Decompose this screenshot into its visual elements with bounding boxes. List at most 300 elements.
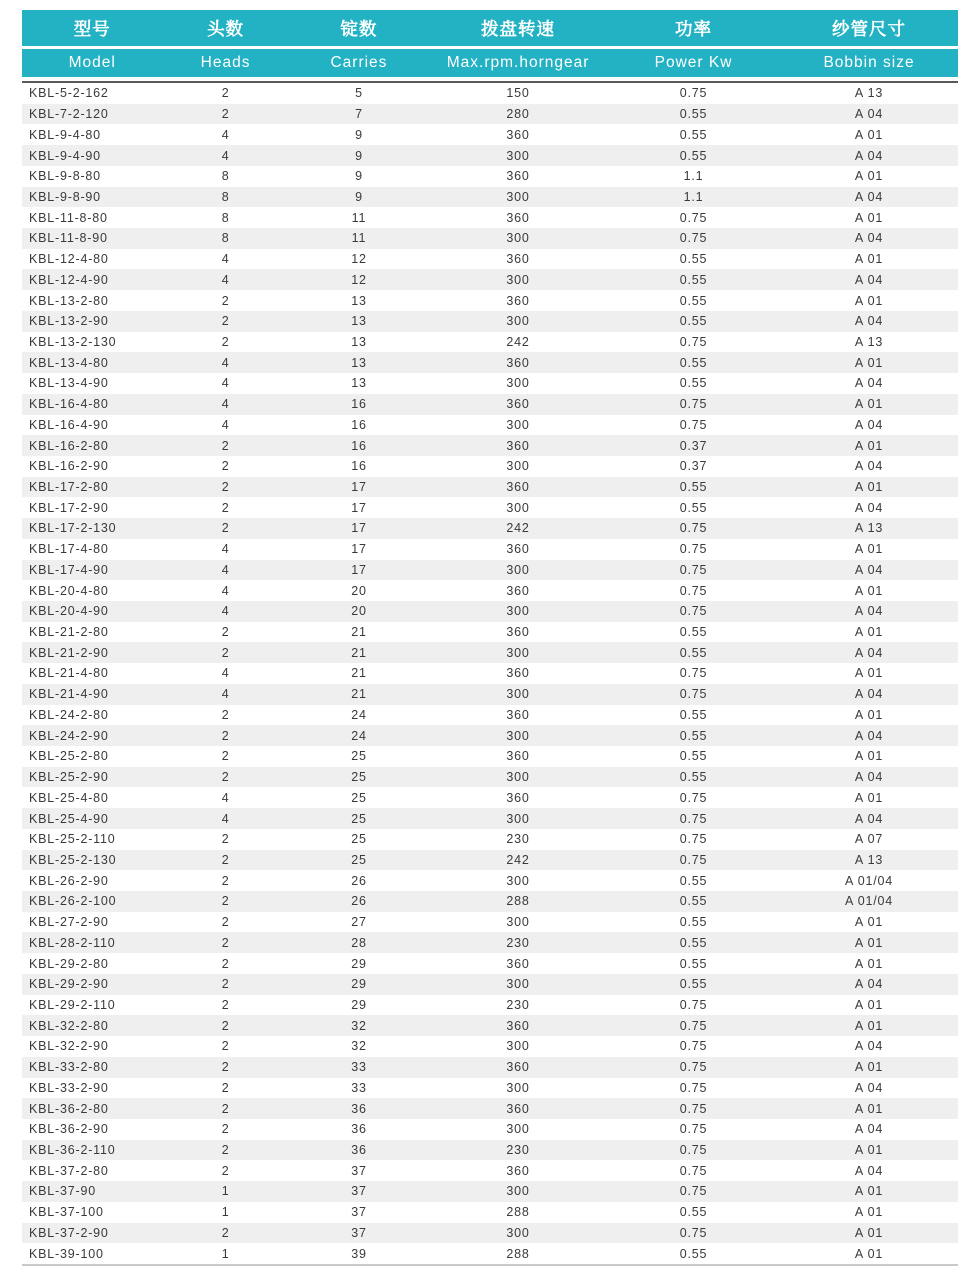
cell-carries: 21 [351, 666, 367, 681]
cell-model: KBL-13-4-80 [29, 355, 109, 370]
cell-rpm: 360 [506, 707, 530, 722]
cell-carries: 32 [351, 1039, 367, 1054]
cell-bobbin: A 01 [854, 210, 884, 225]
cell-carries: 25 [351, 790, 367, 805]
cell-bobbin: A 01 [854, 915, 884, 930]
cell-bobbin: A 04 [854, 1080, 884, 1095]
cell-heads: 2 [221, 293, 230, 308]
cell-model: KBL-33-2-90 [29, 1080, 109, 1095]
cell-carries: 29 [351, 956, 367, 971]
column-header-heads-en: Heads [200, 54, 251, 71]
cell-rpm: 300 [506, 148, 530, 163]
cell-power: 0.55 [679, 376, 708, 391]
cell-bobbin: A 04 [854, 272, 884, 287]
column-header-power-zh: 功率 [675, 18, 713, 39]
cell-carries: 17 [351, 480, 367, 495]
cell-heads: 2 [221, 1225, 230, 1240]
table-row [22, 622, 958, 643]
cell-rpm: 300 [506, 459, 530, 474]
cell-heads: 2 [221, 873, 230, 888]
cell-carries: 13 [351, 293, 367, 308]
cell-bobbin: A 13 [854, 334, 884, 349]
cell-carries: 29 [351, 977, 367, 992]
cell-rpm: 242 [506, 334, 530, 349]
table-row [22, 746, 958, 767]
table-row [22, 332, 958, 353]
cell-power: 0.75 [679, 811, 708, 826]
cell-heads: 2 [221, 500, 230, 515]
cell-heads: 2 [221, 459, 230, 474]
cell-bobbin: A 01 [854, 790, 884, 805]
cell-carries: 7 [355, 107, 363, 122]
cell-power: 0.55 [679, 252, 708, 267]
cell-rpm: 360 [506, 583, 530, 598]
table-row [22, 912, 958, 933]
cell-carries: 13 [351, 376, 367, 391]
cell-carries: 27 [351, 915, 367, 930]
cell-carries: 13 [351, 334, 367, 349]
cell-power: 1.1 [683, 169, 704, 184]
cell-power: 0.55 [679, 1205, 708, 1220]
table-row [22, 207, 958, 228]
cell-rpm: 300 [506, 770, 530, 785]
table-row [22, 249, 958, 270]
cell-power: 0.75 [679, 1101, 708, 1116]
cell-bobbin: A 01 [854, 1143, 884, 1158]
cell-power: 0.75 [679, 790, 708, 805]
cell-carries: 26 [351, 894, 367, 909]
cell-bobbin: A 04 [854, 189, 884, 204]
cell-bobbin: A 01 [854, 355, 884, 370]
cell-model: KBL-28-2-110 [29, 935, 116, 950]
table-row [22, 974, 958, 995]
cell-rpm: 300 [506, 231, 530, 246]
cell-heads: 4 [221, 272, 230, 287]
cell-carries: 37 [351, 1225, 367, 1240]
cell-model: KBL-20-4-80 [29, 583, 109, 598]
cell-bobbin: A 01 [854, 252, 884, 267]
cell-carries: 13 [351, 314, 367, 329]
cell-bobbin: A 04 [854, 977, 884, 992]
cell-bobbin: A 04 [854, 1039, 884, 1054]
cell-heads: 4 [221, 355, 230, 370]
cell-rpm: 288 [506, 1246, 530, 1261]
cell-model: KBL-25-2-110 [29, 832, 116, 847]
table-row [22, 145, 958, 166]
cell-carries: 17 [351, 500, 367, 515]
cell-heads: 4 [221, 397, 230, 412]
cell-bobbin: A 01 [854, 666, 884, 681]
cell-rpm: 360 [506, 127, 530, 142]
table-row [22, 601, 958, 622]
cell-model: KBL-17-2-90 [29, 500, 109, 515]
cell-bobbin: A 01 [854, 1018, 884, 1033]
cell-bobbin: A 04 [854, 562, 884, 577]
cell-rpm: 288 [506, 894, 530, 909]
cell-model: KBL-29-2-80 [29, 956, 109, 971]
table-row [22, 394, 958, 415]
cell-rpm: 230 [506, 935, 530, 950]
cell-rpm: 150 [506, 86, 530, 101]
cell-model: KBL-26-2-90 [29, 873, 109, 888]
table-row [22, 808, 958, 829]
cell-rpm: 360 [506, 293, 530, 308]
cell-heads: 2 [221, 728, 230, 743]
cell-heads: 2 [221, 1018, 230, 1033]
cell-bobbin: A 01 [854, 997, 884, 1012]
cell-model: KBL-16-2-80 [29, 438, 109, 453]
table-row [22, 104, 958, 125]
cell-bobbin: A 04 [854, 770, 884, 785]
cell-heads: 2 [221, 852, 230, 867]
cell-rpm: 360 [506, 169, 530, 184]
cell-heads: 2 [221, 86, 230, 101]
cell-rpm: 280 [506, 107, 530, 122]
cell-model: KBL-16-2-90 [29, 459, 109, 474]
table-row [22, 953, 958, 974]
cell-model: KBL-21-2-80 [29, 625, 109, 640]
cell-power: 0.55 [679, 749, 708, 764]
cell-model: KBL-21-4-80 [29, 666, 109, 681]
cell-heads: 8 [221, 210, 230, 225]
cell-rpm: 360 [506, 210, 530, 225]
column-header-rpm-en: Max.rpm.horngear [446, 54, 590, 71]
cell-power: 0.75 [679, 583, 708, 598]
cell-power: 0.75 [679, 1122, 708, 1137]
cell-model: KBL-5-2-162 [29, 86, 109, 101]
table-row [22, 83, 958, 104]
cell-heads: 4 [221, 604, 230, 619]
cell-carries: 39 [351, 1246, 367, 1261]
column-header-heads-zh: 头数 [207, 18, 245, 39]
table-row [22, 725, 958, 746]
cell-heads: 4 [221, 376, 230, 391]
cell-heads: 2 [221, 1163, 230, 1178]
cell-bobbin: A 01 [854, 707, 884, 722]
cell-bobbin: A 01 [854, 956, 884, 971]
cell-model: KBL-24-2-90 [29, 728, 109, 743]
cell-model: KBL-36-2-90 [29, 1122, 109, 1137]
cell-heads: 2 [221, 1060, 230, 1075]
cell-carries: 21 [351, 645, 367, 660]
table-row [22, 1181, 958, 1202]
cell-heads: 2 [221, 1143, 230, 1158]
cell-power: 0.55 [679, 480, 708, 495]
cell-model: KBL-37-2-80 [29, 1163, 109, 1178]
cell-heads: 2 [221, 997, 230, 1012]
cell-power: 0.55 [679, 272, 708, 287]
cell-heads: 8 [221, 189, 230, 204]
table-row [22, 1160, 958, 1181]
cell-carries: 24 [351, 728, 367, 743]
cell-bobbin: A 13 [854, 86, 884, 101]
table-row [22, 663, 958, 684]
cell-carries: 13 [351, 355, 367, 370]
cell-carries: 20 [351, 604, 367, 619]
cell-carries: 16 [351, 397, 367, 412]
table-row [22, 829, 958, 850]
cell-carries: 37 [351, 1184, 367, 1199]
cell-power: 0.37 [679, 438, 708, 453]
table-row [22, 767, 958, 788]
cell-heads: 2 [221, 832, 230, 847]
cell-heads: 2 [221, 977, 230, 992]
cell-rpm: 300 [506, 1122, 530, 1137]
cell-rpm: 230 [506, 832, 530, 847]
table-row [22, 560, 958, 581]
cell-carries: 17 [351, 542, 367, 557]
cell-bobbin: A 04 [854, 107, 884, 122]
cell-power: 0.75 [679, 666, 708, 681]
cell-rpm: 300 [506, 977, 530, 992]
cell-carries: 24 [351, 707, 367, 722]
cell-carries: 36 [351, 1101, 367, 1116]
cell-heads: 4 [221, 811, 230, 826]
cell-power: 0.55 [679, 935, 708, 950]
cell-heads: 2 [221, 107, 230, 122]
cell-model: KBL-29-2-90 [29, 977, 109, 992]
cell-heads: 4 [221, 252, 230, 267]
cell-heads: 2 [221, 894, 230, 909]
cell-carries: 17 [351, 562, 367, 577]
cell-heads: 2 [221, 749, 230, 764]
cell-rpm: 360 [506, 1163, 530, 1178]
cell-heads: 2 [221, 521, 230, 536]
cell-power: 0.55 [679, 355, 708, 370]
cell-power: 0.55 [679, 728, 708, 743]
table-row [22, 1243, 958, 1264]
cell-power: 0.55 [679, 107, 708, 122]
cell-rpm: 360 [506, 1060, 530, 1075]
cell-power: 0.55 [679, 314, 708, 329]
cell-bobbin: A 04 [854, 728, 884, 743]
table-row [22, 787, 958, 808]
table-row [22, 497, 958, 518]
cell-power: 0.75 [679, 1080, 708, 1095]
cell-rpm: 360 [506, 397, 530, 412]
cell-model: KBL-27-2-90 [29, 915, 109, 930]
cell-model: KBL-37-90 [29, 1184, 96, 1199]
cell-bobbin: A 13 [854, 852, 884, 867]
cell-model: KBL-25-2-90 [29, 770, 109, 785]
cell-power: 0.75 [679, 86, 708, 101]
table-row [22, 456, 958, 477]
cell-heads: 2 [221, 915, 230, 930]
cell-bobbin: A 01 [854, 935, 884, 950]
cell-model: KBL-9-8-90 [29, 189, 101, 204]
cell-heads: 1 [221, 1246, 230, 1261]
cell-heads: 1 [221, 1184, 230, 1199]
cell-carries: 25 [351, 749, 367, 764]
cell-power: 0.75 [679, 832, 708, 847]
cell-bobbin: A 04 [854, 1122, 884, 1137]
cell-rpm: 300 [506, 645, 530, 660]
table-row [22, 1119, 958, 1140]
table-body [22, 81, 958, 1266]
cell-carries: 33 [351, 1060, 367, 1075]
cell-heads: 2 [221, 438, 230, 453]
table-row [22, 642, 958, 663]
cell-bobbin: A 04 [854, 1163, 884, 1178]
cell-model: KBL-13-2-80 [29, 293, 109, 308]
cell-model: KBL-26-2-100 [29, 894, 117, 909]
column-header-bobbin-en: Bobbin size [823, 54, 915, 71]
cell-carries: 26 [351, 873, 367, 888]
cell-power: 0.75 [679, 1060, 708, 1075]
table-row [22, 684, 958, 705]
cell-power: 0.37 [679, 459, 708, 474]
cell-power: 0.55 [679, 148, 708, 163]
cell-carries: 16 [351, 417, 367, 432]
cell-rpm: 288 [506, 1205, 530, 1220]
cell-model: KBL-7-2-120 [29, 107, 109, 122]
cell-carries: 11 [351, 210, 367, 225]
cell-power: 0.55 [679, 977, 708, 992]
cell-power: 0.75 [679, 1143, 708, 1158]
cell-rpm: 300 [506, 500, 530, 515]
table-row [22, 932, 958, 953]
column-header-power-en: Power Kw [654, 54, 733, 71]
cell-model: KBL-17-2-80 [29, 480, 109, 495]
table-row [22, 850, 958, 871]
cell-carries: 25 [351, 770, 367, 785]
cell-model: KBL-17-2-130 [29, 521, 117, 536]
table-row [22, 1078, 958, 1099]
cell-bobbin: A 13 [854, 521, 884, 536]
table-row [22, 518, 958, 539]
cell-heads: 4 [221, 790, 230, 805]
cell-heads: 2 [221, 1101, 230, 1116]
cell-power: 0.75 [679, 231, 708, 246]
cell-power: 0.55 [679, 873, 708, 888]
cell-rpm: 360 [506, 438, 530, 453]
cell-power: 0.75 [679, 562, 708, 577]
table-row [22, 228, 958, 249]
table-row [22, 1057, 958, 1078]
cell-model: KBL-17-4-80 [29, 542, 109, 557]
cell-rpm: 300 [506, 417, 530, 432]
cell-model: KBL-13-2-90 [29, 314, 109, 329]
table-row [22, 870, 958, 891]
cell-model: KBL-25-4-80 [29, 790, 109, 805]
cell-rpm: 360 [506, 1018, 530, 1033]
cell-power: 0.75 [679, 542, 708, 557]
cell-rpm: 360 [506, 625, 530, 640]
table-row [22, 269, 958, 290]
cell-carries: 29 [351, 997, 367, 1012]
table-header-row-english [22, 46, 958, 77]
cell-carries: 21 [351, 687, 367, 702]
cell-rpm: 300 [506, 314, 530, 329]
cell-model: KBL-37-100 [29, 1205, 104, 1220]
cell-carries: 21 [351, 625, 367, 640]
cell-model: KBL-11-8-90 [29, 231, 108, 246]
cell-bobbin: A 01 [854, 583, 884, 598]
cell-bobbin: A 04 [854, 148, 884, 163]
cell-rpm: 300 [506, 1039, 530, 1054]
cell-rpm: 360 [506, 1101, 530, 1116]
cell-model: KBL-32-2-80 [29, 1018, 109, 1033]
cell-carries: 20 [351, 583, 367, 598]
table-row [22, 705, 958, 726]
cell-heads: 2 [221, 1080, 230, 1095]
column-header-carries-zh: 锭数 [340, 18, 378, 39]
cell-heads: 8 [221, 169, 230, 184]
cell-carries: 28 [351, 935, 367, 950]
table-row [22, 891, 958, 912]
machine-spec-table [22, 10, 958, 1266]
cell-bobbin: A 01 [854, 542, 884, 557]
cell-model: KBL-36-2-110 [29, 1143, 116, 1158]
column-header-bobbin-zh: 纱管尺寸 [832, 18, 907, 39]
table-row [22, 580, 958, 601]
cell-model: KBL-33-2-80 [29, 1060, 109, 1075]
cell-rpm: 300 [506, 189, 530, 204]
cell-bobbin: A 04 [854, 604, 884, 619]
cell-power: 0.75 [679, 417, 708, 432]
cell-power: 0.75 [679, 1225, 708, 1240]
cell-bobbin: A 04 [854, 645, 884, 660]
cell-heads: 4 [221, 148, 230, 163]
cell-power: 0.55 [679, 707, 708, 722]
cell-model: KBL-12-4-80 [29, 252, 109, 267]
cell-rpm: 300 [506, 604, 530, 619]
cell-carries: 11 [351, 231, 367, 246]
cell-bobbin: A 01 [854, 293, 884, 308]
cell-heads: 2 [221, 770, 230, 785]
cell-bobbin: A 01 [854, 127, 884, 142]
cell-rpm: 360 [506, 749, 530, 764]
cell-power: 0.75 [679, 852, 708, 867]
cell-model: KBL-37-2-90 [29, 1225, 109, 1240]
cell-model: KBL-24-2-80 [29, 707, 109, 722]
cell-rpm: 360 [506, 790, 530, 805]
cell-heads: 4 [221, 417, 230, 432]
cell-model: KBL-21-2-90 [29, 645, 109, 660]
cell-power: 0.55 [679, 894, 708, 909]
cell-heads: 8 [221, 231, 230, 246]
cell-power: 0.55 [679, 625, 708, 640]
cell-heads: 2 [221, 314, 230, 329]
cell-rpm: 300 [506, 811, 530, 826]
cell-power: 0.75 [679, 687, 708, 702]
cell-power: 0.55 [679, 770, 708, 785]
column-header-carries-en: Carries [330, 54, 388, 71]
cell-rpm: 300 [506, 915, 530, 930]
cell-model: KBL-12-4-90 [29, 272, 109, 287]
cell-model: KBL-25-2-80 [29, 749, 109, 764]
table-row [22, 1098, 958, 1119]
cell-bobbin: A 04 [854, 314, 884, 329]
cell-rpm: 242 [506, 521, 530, 536]
cell-heads: 4 [221, 687, 230, 702]
cell-model: KBL-13-2-130 [29, 334, 117, 349]
cell-power: 0.75 [679, 1018, 708, 1033]
cell-power: 0.75 [679, 1163, 708, 1178]
cell-rpm: 300 [506, 1080, 530, 1095]
cell-model: KBL-9-4-80 [29, 127, 101, 142]
cell-bobbin: A 04 [854, 500, 884, 515]
cell-model: KBL-29-2-110 [29, 997, 116, 1012]
cell-carries: 9 [355, 148, 363, 163]
cell-rpm: 360 [506, 542, 530, 557]
cell-carries: 17 [351, 521, 367, 536]
cell-rpm: 300 [506, 562, 530, 577]
table-row [22, 124, 958, 145]
cell-heads: 2 [221, 935, 230, 950]
cell-rpm: 360 [506, 252, 530, 267]
cell-power: 0.55 [679, 1246, 708, 1261]
